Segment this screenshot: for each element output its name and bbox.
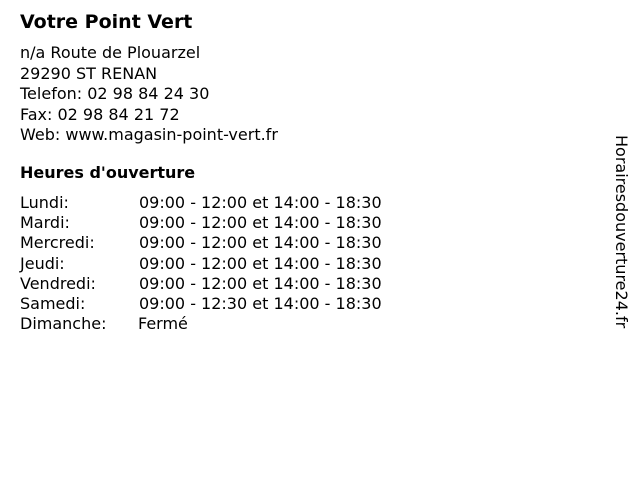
day-label: Samedi: xyxy=(20,293,86,313)
site-credit: Horairesdouverture24.fr xyxy=(612,135,631,329)
fax-number: Fax: 02 98 84 21 72 xyxy=(20,104,180,124)
day-label: Mardi: xyxy=(20,213,70,233)
day-label: Lundi: xyxy=(20,193,69,212)
website: Web: www.magasin-point-vert.fr xyxy=(20,125,278,144)
time-range: 09:00 - 12:00 et 14:00 - 18:30 xyxy=(139,193,382,212)
time-range: 09:00 - 12:00 et 14:00 - 18:30 xyxy=(139,233,382,253)
day-label: Vendredi: xyxy=(20,273,96,293)
time-range: 09:00 - 12:00 et 14:00 - 18:30 xyxy=(139,273,382,293)
time-range: 09:00 - 12:00 et 14:00 - 18:30 xyxy=(139,213,382,233)
time-range: 09:00 - 12:30 et 14:00 - 18:30 xyxy=(139,293,382,313)
day-label: Dimanche: xyxy=(20,314,107,334)
day-label: Mercredi: xyxy=(20,233,95,253)
time-range: 09:00 - 12:00 et 14:00 - 18:30 xyxy=(139,253,382,273)
address-street: n/a Route de Plouarzel xyxy=(20,43,201,62)
shop-contact-block xyxy=(20,43,278,146)
phone-number: Telefon: 02 98 84 24 30 xyxy=(20,84,210,103)
address-city: 29290 ST RENAN xyxy=(20,63,158,83)
day-label: Jeudi: xyxy=(20,253,65,273)
shop-name: Votre Point Vert xyxy=(20,11,193,33)
time-range: Fermé xyxy=(138,314,188,334)
opening-hours-heading: Heures d'ouverture xyxy=(20,163,196,182)
